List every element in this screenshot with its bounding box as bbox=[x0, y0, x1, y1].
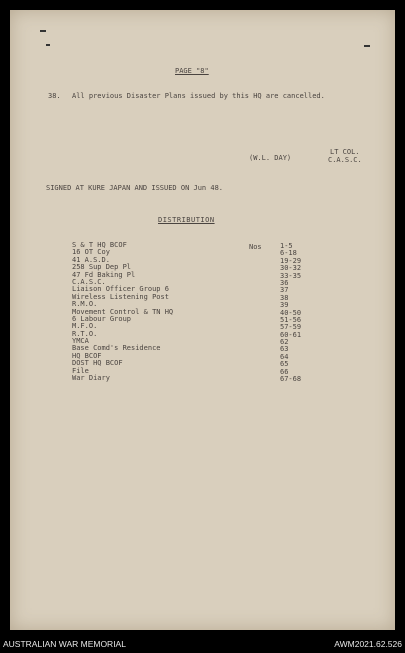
distribution-copy-numbers: 60-61 bbox=[280, 330, 302, 339]
distribution-copy-numbers: 63 bbox=[280, 345, 289, 354]
nos-label: Nos bbox=[249, 243, 262, 251]
distribution-copy-numbers: 67-68 bbox=[280, 375, 302, 384]
distribution-recipient: S & T HQ BCOF bbox=[72, 241, 127, 249]
distribution-copy-numbers: 51-56 bbox=[280, 315, 302, 324]
distribution-list bbox=[72, 242, 173, 382]
distribution-copy-numbers: 39 bbox=[280, 301, 289, 310]
distribution-recipient: 16 OT Coy bbox=[72, 248, 110, 257]
distribution-recipient: War Diary bbox=[72, 374, 110, 383]
distribution-copy-numbers: 40-50 bbox=[280, 308, 302, 317]
distribution-recipient: R.T.O. bbox=[72, 329, 98, 338]
distribution-recipient: Movement Control & TN HQ bbox=[72, 307, 174, 316]
distribution-recipient: YMCA bbox=[72, 337, 89, 346]
punch-mark-left-2 bbox=[46, 44, 50, 46]
distribution-recipient: Wireless Listening Post bbox=[72, 292, 169, 301]
distribution-recipient: File bbox=[72, 366, 89, 375]
distribution-copy-numbers: 33-35 bbox=[280, 271, 302, 280]
distribution-copy-numbers: 38 bbox=[280, 293, 289, 302]
distribution-recipient: 258 Sup Dep Pl bbox=[72, 263, 132, 272]
distribution-recipient: M.F.O. bbox=[72, 322, 98, 331]
distribution-recipient: R.M.O. bbox=[72, 300, 98, 309]
document-page bbox=[10, 10, 395, 630]
footer-bar bbox=[0, 636, 405, 653]
distribution-copy-numbers: 62 bbox=[280, 338, 289, 347]
distribution-recipient: C.A.S.C. bbox=[72, 277, 106, 286]
distribution-recipient: Base Comd's Residence bbox=[72, 344, 161, 353]
distribution-numbers bbox=[280, 243, 301, 383]
distribution-copy-numbers: 36 bbox=[280, 278, 289, 287]
distribution-recipient: DOST HQ BCOF bbox=[72, 359, 123, 368]
signer-rank-line1: LT COL. bbox=[330, 148, 360, 156]
paragraph-number: 38. bbox=[48, 92, 61, 100]
distribution-copy-numbers: 37 bbox=[280, 286, 289, 295]
signed-line: SIGNED AT KURE JAPAN AND ISSUED ON Jun 48. bbox=[46, 184, 224, 192]
distribution-copy-numbers: 30-32 bbox=[280, 264, 302, 273]
distribution-copy-numbers: 57-59 bbox=[280, 323, 302, 332]
distribution-copy-numbers: 19-29 bbox=[280, 256, 302, 265]
distribution-title: DISTRIBUTION bbox=[158, 216, 215, 224]
distribution-recipient: Liaison Officer Group 6 bbox=[72, 285, 169, 294]
distribution-recipient: 41 A.S.D. bbox=[72, 255, 110, 264]
page-number: PAGE "8" bbox=[175, 67, 209, 75]
signer-name: (W.L. DAY) bbox=[249, 154, 292, 162]
distribution-copy-numbers: 66 bbox=[280, 367, 289, 376]
paragraph-text: All previous Disaster Plans issued by this HQ are cancelled. bbox=[72, 92, 325, 100]
distribution-recipient: HQ BCOF bbox=[72, 351, 102, 360]
footer-credit: AUSTRALIAN WAR MEMORIAL bbox=[3, 639, 126, 649]
distribution-copy-numbers: 1-5 bbox=[280, 242, 293, 250]
distribution-copy-numbers: 6-18 bbox=[280, 249, 297, 258]
footer-accession: AWM2021.62.526 bbox=[334, 639, 402, 649]
signer-rank-line2: C.A.S.C. bbox=[328, 156, 362, 164]
distribution-recipient: 6 Labour Group bbox=[72, 314, 132, 323]
distribution-recipient: 47 Fd Baking Pl bbox=[72, 270, 136, 279]
distribution-copy-numbers: 64 bbox=[280, 352, 289, 361]
distribution-copy-numbers: 65 bbox=[280, 360, 289, 369]
punch-mark-left bbox=[40, 30, 46, 32]
punch-mark-right bbox=[364, 45, 370, 47]
